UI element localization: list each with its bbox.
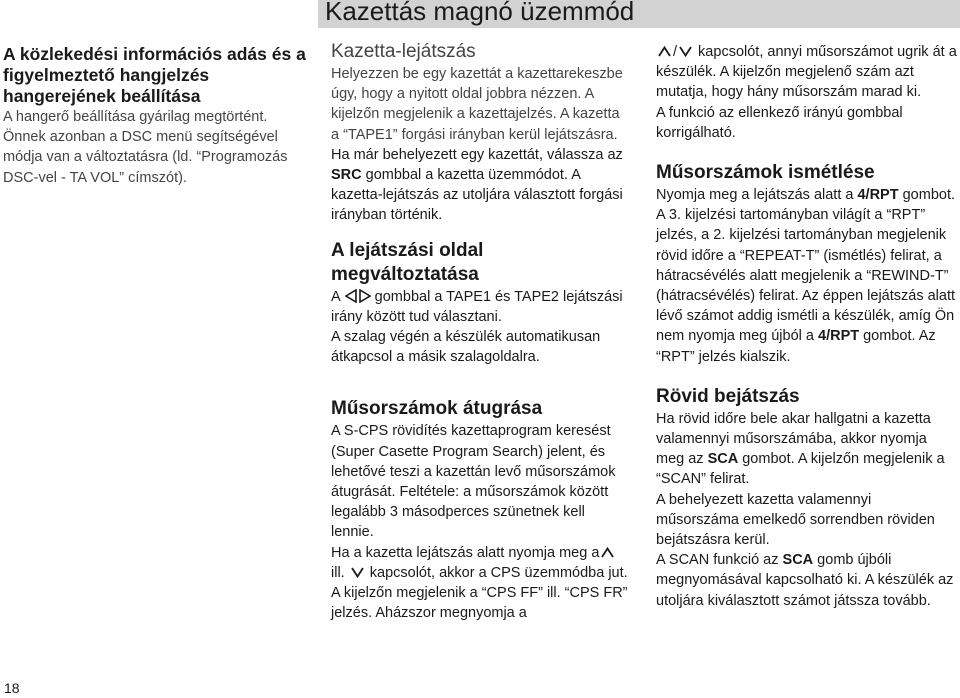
key-rpt: 4/RPT [857,187,899,204]
page-title: Kazettás magnó üzemmód [325,0,635,26]
chevron-down-icon [351,567,364,578]
text: gombot. A kijelzőn megjelenik a “SCAN” felirat. [656,451,945,488]
chevron-up-icon [601,547,614,558]
text: gomb újbóli megnyomásával kapcsolható ki. A készülék az utoljára kiválasztott számot játssza tovább. [656,552,954,609]
text: A [331,288,341,305]
section-heading-change-side: A lejátszási oldal megváltoztatása [331,239,484,285]
side-switch-icon [345,289,371,303]
section-heading-cassette-playback: Kazetta-lejátszás [331,41,476,62]
text: Ha már behelyezett egy kazettát, válassza az [331,146,623,163]
right-column [656,42,958,611]
text: ill. [331,564,345,581]
text: gombot. Az “RPT” jelzés kialszik. [656,328,936,365]
text: gombot. A 3. kijelzési tartományban világít a “RPT” jelzés, a 2. kijelzési tartományban megjelenik rövid időre a “REPEAT-T” (ismétlés) felirat, a hátracsévélés alatt megjelenik a “REWIND-T” (hátracsévélés) felirat. Az éppen lejátszás alatt lévő számot addig ismétli a készülék, amíg Ön nem nyomja meg újból a [656,187,956,345]
paragraph-volume: A hangerő beállítása gyárilag megtörtént. Önnek azonban a DSC menü segítségével módja van a változtatásra (ld. “Programozás DSC-vel - TA VOL” címszót). [3,109,288,186]
paragraph-repeat [656,185,958,367]
section-heading-repeat: Műsorszámok ismétlése [656,162,875,184]
text: kapcsolót, annyi műsorszámot ugrik át a készülék. A kijelzőn megjelenő szám azt mutatja, hogy hány műsorszám marad ki. [656,44,957,101]
section-heading-volume: A közlekedési információs adás és a figyelmeztető hangjelzés hangerejének beállítása [3,44,306,106]
page-number: 18 [4,680,20,696]
text: Ha a kazetta lejátszás alatt nyomja meg a [331,544,600,561]
middle-column [331,40,629,623]
paragraph-scps: A S-CPS rövidítés kazettaprogram keresést (Super Casette Program Search) jelent, és lehetővé teszi a kazettán levő műsorszámok átugrását. Feltétele: a műsorszámok között legalább 3 másodperces szünetnek kell lennie. [331,423,616,541]
paragraph-scan-off [656,550,958,611]
section-heading-skip-tracks: Műsorszámok átugrása [331,398,543,420]
text: gombbal a kazetta üzemmódot. A kazetta-lejátszás az utoljára választott forgási irányban történik. [331,167,623,224]
text: A SCAN funkció az [656,552,783,569]
text: Nyomja meg a lejátszás alatt a [656,187,858,204]
paragraph-scan-order: A behelyezett kazetta valamennyi műsorszáma emelkedő sorrendben röviden bejátszásra kerül. [656,491,935,549]
paragraph-select-source [331,145,629,226]
section-heading-scan: Rövid bejátszás [656,385,800,407]
key-src: SRC [331,167,362,184]
paragraph-scan [656,409,958,490]
key-sca: SCA [707,451,739,468]
key-rpt: 4/RPT [818,328,860,345]
paragraph-auto-reverse: A szalag végén a készülék automatikusan átkapcsol a másik szalagoldalra. [331,329,601,366]
paragraph-skip-count [656,42,958,103]
key-sca: SCA [782,552,814,569]
text: gombbal a TAPE1 és TAPE2 lejátszási irány között tud választani. [331,288,623,325]
paragraph-insert-cassette: Helyezzen be egy kazettát a kazettarekeszbe úgy, hogy a nyitott oldal jobbra nézzen. A kijelzőn megjelenik a kazettajelzés. A kazetta a “TAPE1” forgási irányban kerül lejátszásra. [331,66,623,143]
text: / [673,44,678,60]
paragraph-cps-mode [331,543,629,624]
left-column [3,44,309,188]
text: Ha rövid időre bele akar hallgatni a kazetta valamennyi műsorszámába, akkor nyomja meg az [656,410,931,468]
text: kapcsolót, akkor a CPS üzemmódba jut. A kijelzőn megjelenik a “CPS FF” ill. “CPS FR” jelzés. Aházszor megnyomja a [331,564,628,622]
chevron-down-icon [679,46,692,57]
chevron-up-icon [658,46,671,57]
paragraph-correction: A funkció az ellenkező irányú gombbal korrigálható. [656,104,903,141]
paragraph-change-side [331,287,629,327]
